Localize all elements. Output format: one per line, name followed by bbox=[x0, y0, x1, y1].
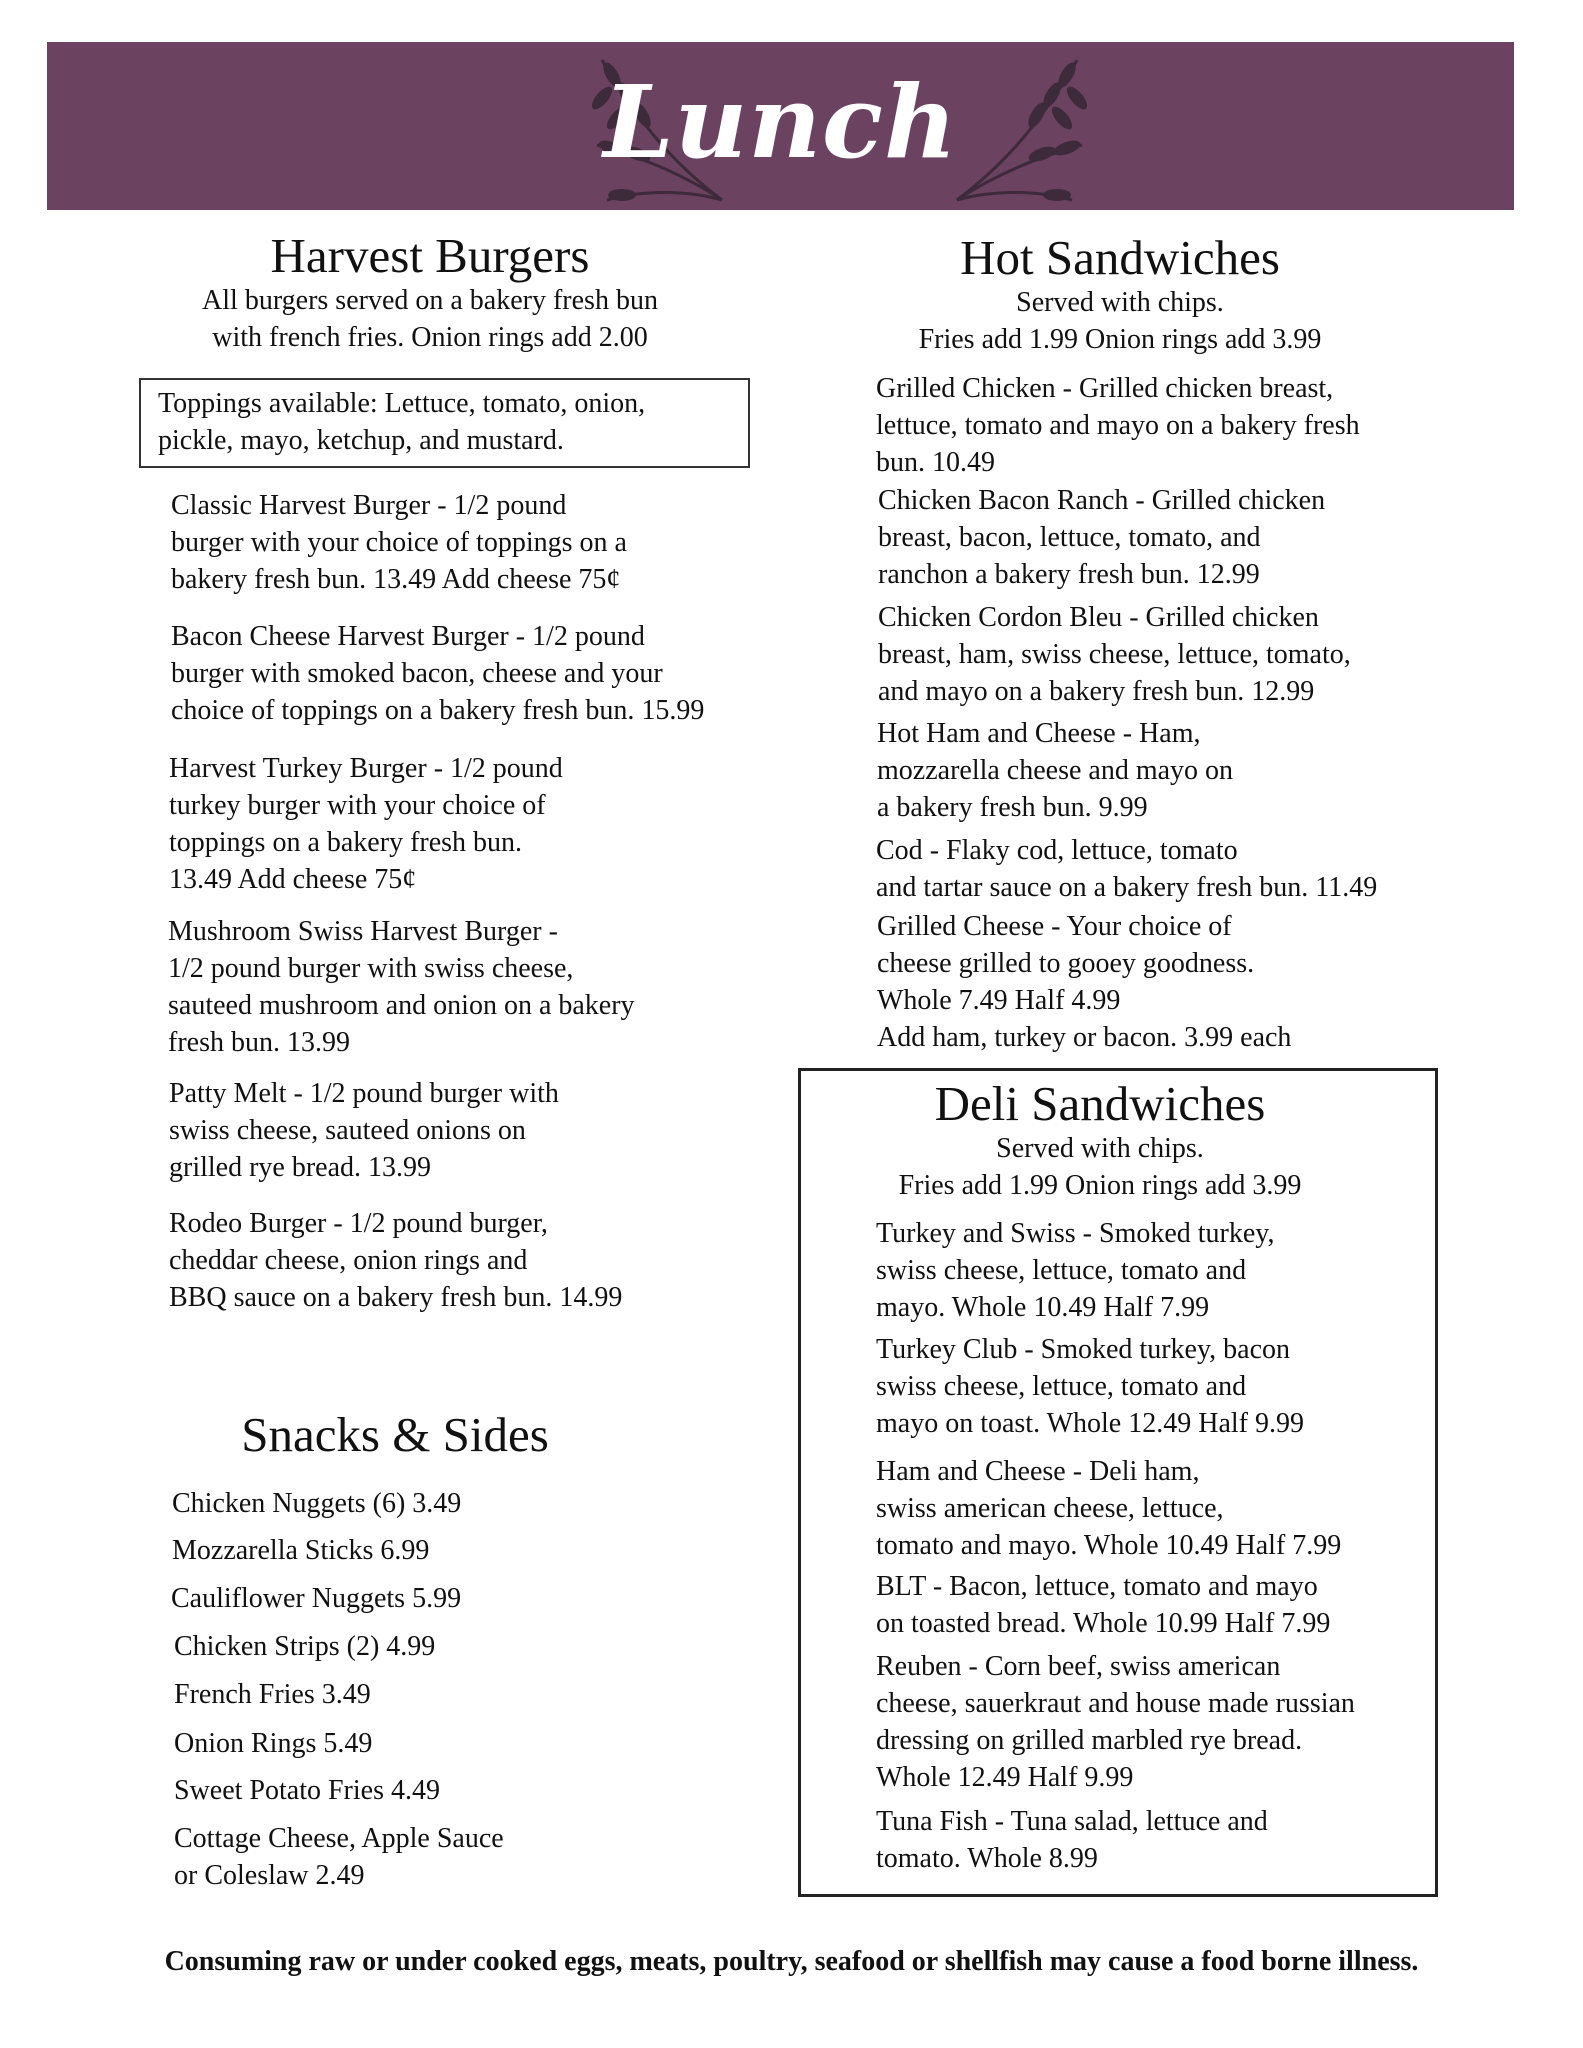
hot-subtitle-line: Served with chips. bbox=[1016, 287, 1224, 318]
burgers-subtitle bbox=[120, 282, 740, 356]
list-item: Cottage Cheese, Apple Sauce bbox=[174, 1823, 504, 1854]
menu-item-desc: bun. 10.49 bbox=[876, 447, 995, 478]
menu-item-name: Cod bbox=[876, 835, 923, 866]
toppings-box bbox=[139, 378, 750, 468]
menu-item-name: Chicken Cordon Bleu bbox=[878, 602, 1123, 633]
menu-item bbox=[876, 1648, 1355, 1796]
menu-item-desc: fresh bun. 13.99 bbox=[168, 1027, 350, 1058]
toppings-line: pickle, mayo, ketchup, and mustard. bbox=[158, 425, 564, 456]
menu-item-desc: - Bacon, lettuce, tomato and mayo bbox=[925, 1571, 1318, 1602]
menu-item-desc: burger with your choice of toppings on a bbox=[171, 527, 627, 558]
menu-item-desc: - Grilled chicken bbox=[1122, 602, 1319, 633]
menu-item-desc: breast, bacon, lettuce, tomato, and bbox=[878, 522, 1261, 553]
hot-subtitle bbox=[860, 284, 1380, 358]
menu-item bbox=[169, 750, 563, 898]
menu-item bbox=[876, 1568, 1330, 1642]
food-safety-disclaimer: Consuming raw or under cooked eggs, meats, poultry, seafood or shellfish may cause a food borne illness. bbox=[164, 1946, 1419, 1977]
menu-item-desc: bakery fresh bun. 13.49 Add cheese 75¢ bbox=[171, 564, 621, 595]
deli-title: Deli Sandwiches bbox=[934, 1076, 1266, 1131]
menu-item-desc: swiss cheese, sauteed onions on bbox=[169, 1115, 526, 1146]
toppings-line: Toppings available: Lettuce, tomato, onion, bbox=[158, 388, 646, 419]
menu-item-desc: lettuce, tomato and mayo on a bakery fresh bbox=[876, 410, 1360, 441]
list-item: Sweet Potato Fries 4.49 bbox=[174, 1775, 440, 1806]
menu-item-desc: 1/2 pound burger with swiss cheese, bbox=[168, 953, 574, 984]
menu-item-name: Tuna Fish bbox=[876, 1806, 988, 1837]
menu-item-desc: and mayo on a bakery fresh bun. 12.99 bbox=[878, 676, 1315, 707]
menu-item-desc: tomato and mayo. Whole 10.49 Half 7.99 bbox=[876, 1530, 1342, 1561]
menu-item-desc: mayo. Whole 10.49 Half 7.99 bbox=[876, 1292, 1210, 1323]
list-item: French Fries 3.49 bbox=[174, 1679, 371, 1710]
menu-item-desc: burger with smoked bacon, cheese and your bbox=[171, 658, 663, 689]
snacks-title: Snacks & Sides bbox=[241, 1407, 549, 1462]
menu-item bbox=[876, 1453, 1341, 1564]
deli-subtitle-line: Fries add 1.99 Onion rings add 3.99 bbox=[898, 1170, 1302, 1201]
burgers-subtitle-line: All burgers served on a bakery fresh bun bbox=[202, 285, 658, 316]
menu-item-desc: BBQ sauce on a bakery fresh bun. 14.99 bbox=[169, 1282, 623, 1313]
menu-item-desc: - Your choice of bbox=[1044, 911, 1232, 942]
menu-item-desc: ranchon a bakery fresh bun. 12.99 bbox=[878, 559, 1260, 590]
burgers-subtitle-line: with french fries. Onion rings add 2.00 bbox=[212, 322, 648, 353]
menu-item-name: Rodeo Burger bbox=[169, 1208, 327, 1239]
menu-item bbox=[878, 599, 1351, 710]
menu-item-name: Grilled Chicken bbox=[876, 373, 1056, 404]
menu-item-desc: cheddar cheese, onion rings and bbox=[169, 1245, 528, 1276]
deli-subtitle bbox=[840, 1130, 1360, 1204]
menu-item-desc: a bakery fresh bun. 9.99 bbox=[877, 792, 1148, 823]
menu-item-desc: - Smoked turkey, bbox=[1075, 1218, 1275, 1249]
menu-item bbox=[876, 1215, 1275, 1326]
list-item: Chicken Nuggets (6) 3.49 bbox=[172, 1488, 462, 1519]
menu-item-desc: swiss cheese, lettuce, tomato and bbox=[876, 1371, 1247, 1402]
menu-item-desc: turkey burger with your choice of bbox=[169, 790, 546, 821]
hot-subtitle-line: Fries add 1.99 Onion rings add 3.99 bbox=[918, 324, 1322, 355]
menu-item-name: Turkey and Swiss bbox=[876, 1218, 1076, 1249]
list-item: Onion Rings 5.49 bbox=[174, 1728, 373, 1759]
menu-item bbox=[877, 715, 1233, 826]
hot-title: Hot Sandwiches bbox=[960, 230, 1280, 285]
menu-item bbox=[169, 1075, 559, 1186]
list-item: Cauliflower Nuggets 5.99 bbox=[171, 1583, 462, 1614]
list-item: Chicken Strips (2) 4.99 bbox=[174, 1631, 436, 1662]
menu-item-desc: Add ham, turkey or bacon. 3.99 each bbox=[877, 1022, 1292, 1053]
menu-item bbox=[171, 487, 627, 598]
menu-item-desc: tomato. Whole 8.99 bbox=[876, 1843, 1098, 1874]
menu-item-name: Ham and Cheese bbox=[876, 1456, 1066, 1487]
menu-item-desc: - Corn beef, swiss american bbox=[961, 1651, 1281, 1682]
menu-item-desc: - Smoked turkey, bacon bbox=[1017, 1334, 1290, 1365]
menu-item-name: BLT bbox=[876, 1571, 926, 1602]
burgers-title: Harvest Burgers bbox=[270, 228, 590, 283]
menu-item-name: Patty Melt bbox=[169, 1078, 287, 1109]
list-item: Mozzarella Sticks 6.99 bbox=[172, 1535, 430, 1566]
menu-item-desc: 13.49 Add cheese 75¢ bbox=[169, 864, 417, 895]
menu-item-desc: and tartar sauce on a bakery fresh bun. 11.49 bbox=[876, 872, 1378, 903]
menu-item-desc: - Grilled chicken bbox=[1128, 485, 1326, 516]
menu-item-desc: Whole 12.49 Half 9.99 bbox=[876, 1762, 1134, 1793]
menu-item-name: Mushroom Swiss Harvest Burger bbox=[168, 916, 542, 947]
menu-item-name: Chicken Bacon Ranch bbox=[878, 485, 1129, 516]
menu-item-desc: - Flaky cod, lettuce, tomato bbox=[922, 835, 1238, 866]
list-item: or Coleslaw 2.49 bbox=[174, 1860, 365, 1891]
page-title: Lunch bbox=[603, 63, 958, 181]
menu-item-desc: swiss cheese, lettuce, tomato and bbox=[876, 1255, 1247, 1286]
menu-item-desc: dressing on grilled marbled rye bread. bbox=[876, 1725, 1303, 1756]
menu-item-desc: - Ham, bbox=[1115, 718, 1201, 749]
menu-item bbox=[876, 1803, 1268, 1877]
menu-item-desc: mozzarella cheese and mayo on bbox=[877, 755, 1234, 786]
menu-item-name: Classic Harvest Burger bbox=[171, 490, 431, 521]
menu-item bbox=[876, 1331, 1304, 1442]
menu-item-desc: toppings on a bakery fresh bun. bbox=[169, 827, 523, 858]
menu-item-desc: sauteed mushroom and onion on a bakery bbox=[168, 990, 635, 1021]
menu-item-desc: - Deli ham, bbox=[1065, 1456, 1200, 1487]
menu-item-desc: cheese grilled to gooey goodness. bbox=[877, 948, 1255, 979]
menu-item bbox=[168, 913, 635, 1061]
menu-item bbox=[169, 1205, 622, 1316]
menu-item-desc: - bbox=[541, 916, 558, 947]
menu-item-name: Grilled Cheese bbox=[877, 911, 1045, 942]
menu-item-name: Bacon Cheese Harvest Burger bbox=[171, 621, 509, 652]
menu-item bbox=[876, 370, 1360, 481]
menu-item bbox=[878, 482, 1325, 593]
menu-item-desc: cheese, sauerkraut and house made russian bbox=[876, 1688, 1355, 1719]
header-banner bbox=[47, 42, 1514, 210]
menu-item-desc: - 1/2 pound burger, bbox=[326, 1208, 548, 1239]
menu-item-name: Turkey Club bbox=[876, 1334, 1018, 1365]
menu-item bbox=[171, 618, 704, 729]
menu-item-name: Harvest Turkey Burger bbox=[169, 753, 427, 784]
menu-item-desc: grilled rye bread. 13.99 bbox=[169, 1152, 432, 1183]
menu-item-desc: - 1/2 pound bbox=[508, 621, 645, 652]
menu-item-desc: - 1/2 pound bbox=[426, 753, 563, 784]
menu-item-desc: breast, ham, swiss cheese, lettuce, tomato, bbox=[878, 639, 1351, 670]
menu-item-desc: choice of toppings on a bakery fresh bun. 15.99 bbox=[171, 695, 705, 726]
menu-item bbox=[877, 908, 1291, 1056]
menu-item-desc: - Grilled chicken breast, bbox=[1055, 373, 1334, 404]
menu-item-name: Reuben bbox=[876, 1651, 962, 1682]
menu-item-desc: - 1/2 pound bbox=[430, 490, 567, 521]
menu-item-desc: - Tuna salad, lettuce and bbox=[987, 1806, 1268, 1837]
menu-item-desc: on toasted bread. Whole 10.99 Half 7.99 bbox=[876, 1608, 1331, 1639]
menu-item-desc: - 1/2 pound burger with bbox=[286, 1078, 559, 1109]
menu-item-desc: swiss american cheese, lettuce, bbox=[876, 1493, 1224, 1524]
wheat-icon bbox=[947, 50, 1097, 210]
deli-subtitle-line: Served with chips. bbox=[996, 1133, 1204, 1164]
toppings-text bbox=[158, 385, 645, 459]
menu-item bbox=[876, 832, 1377, 906]
menu-item-desc: mayo on toast. Whole 12.49 Half 9.99 bbox=[876, 1408, 1304, 1439]
menu-item-desc: Whole 7.49 Half 4.99 bbox=[877, 985, 1121, 1016]
menu-item-name: Hot Ham and Cheese bbox=[877, 718, 1116, 749]
